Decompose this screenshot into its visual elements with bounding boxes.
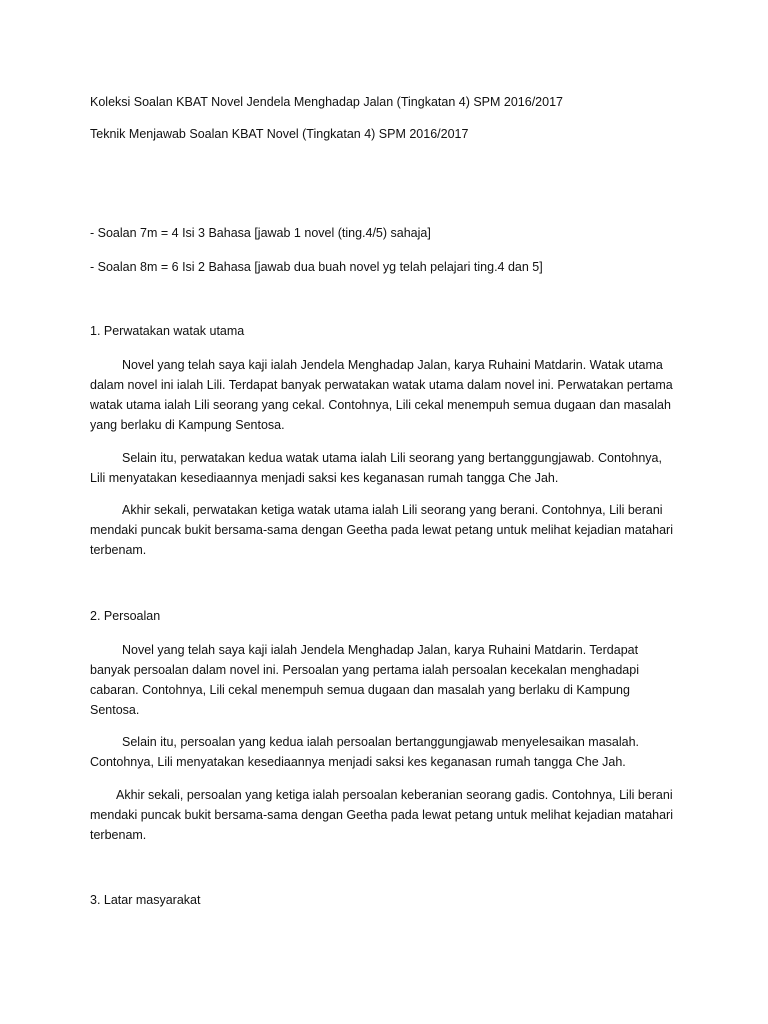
section-1-paragraph: Akhir sekali, perwatakan ketiga watak utama ialah Lili seorang yang berani. Contohnya, Lili berani mendaki puncak bukit bersama-sama dengan Geetha pada lewat petang untuk melihat kejadian matahari terbenam.	[90, 503, 674, 557]
section-1-paragraph: Selain itu, perwatakan kedua watak utama ialah Lili seorang yang bertanggungjawab. Contohnya, Lili menyatakan kesediaannya menjadi saksi kes keganasan rumah tangga Che Jah.	[90, 451, 662, 485]
section-2-heading: 2. Persoalan	[90, 609, 161, 623]
note-soalan-7m: - Soalan 7m = 4 Isi 3 Bahasa [jawab 1 novel (ting.4/5) sahaja]	[90, 226, 431, 240]
note-soalan-8m: - Soalan 8m = 6 Isi 2 Bahasa [jawab dua buah novel yg telah pelajari ting.4 dan 5]	[90, 260, 543, 274]
section-2-paragraph: Akhir sekali, persoalan yang ketiga ialah persoalan keberanian seorang gadis. Contohnya, Lili berani mendaki puncak bukit bersama-sama dengan Geetha pada lewat petang untuk melihat kejadian matahari terbenam.	[90, 788, 674, 842]
section-3-heading: 3. Latar masyarakat	[90, 893, 201, 907]
section-2-paragraph: Selain itu, persoalan yang kedua ialah persoalan bertanggungjawab menyelesaikan masalah. Contohnya, Lili menyatakan kesediaannya menjadi saksi kes keganasan rumah tangga Che Jah.	[90, 735, 640, 769]
section-1-paragraph: Novel yang telah saya kaji ialah Jendela Menghadap Jalan, karya Ruhaini Matdarin. Watak utama dalam novel ini ialah Lili. Terdapat banyak perwatakan watak utama dalam novel ini. Perwatakan pertama watak utama ialah Lili seorang yang cekal. Contohnya, Lili cekal menempuh semua dugaan dan masalah yang berlaku di Kampung Sentosa.	[90, 358, 673, 432]
document-title: Koleksi Soalan KBAT Novel Jendela Menghadap Jalan (Tingkatan 4) SPM 2016/2017	[90, 95, 563, 109]
document-subtitle: Teknik Menjawab Soalan KBAT Novel (Tingkatan 4) SPM 2016/2017	[90, 127, 469, 141]
section-1-heading: 1. Perwatakan watak utama	[90, 324, 245, 338]
section-2-paragraph: Novel yang telah saya kaji ialah Jendela Menghadap Jalan, karya Ruhaini Matdarin. Terdapat banyak persoalan dalam novel ini. Persoalan yang pertama ialah persoalan kecekalan menghadapi cabaran. Contohnya, Lili cekal menempuh semua dugaan dan masalah yang berlaku di Kampung Sentosa.	[90, 643, 639, 717]
